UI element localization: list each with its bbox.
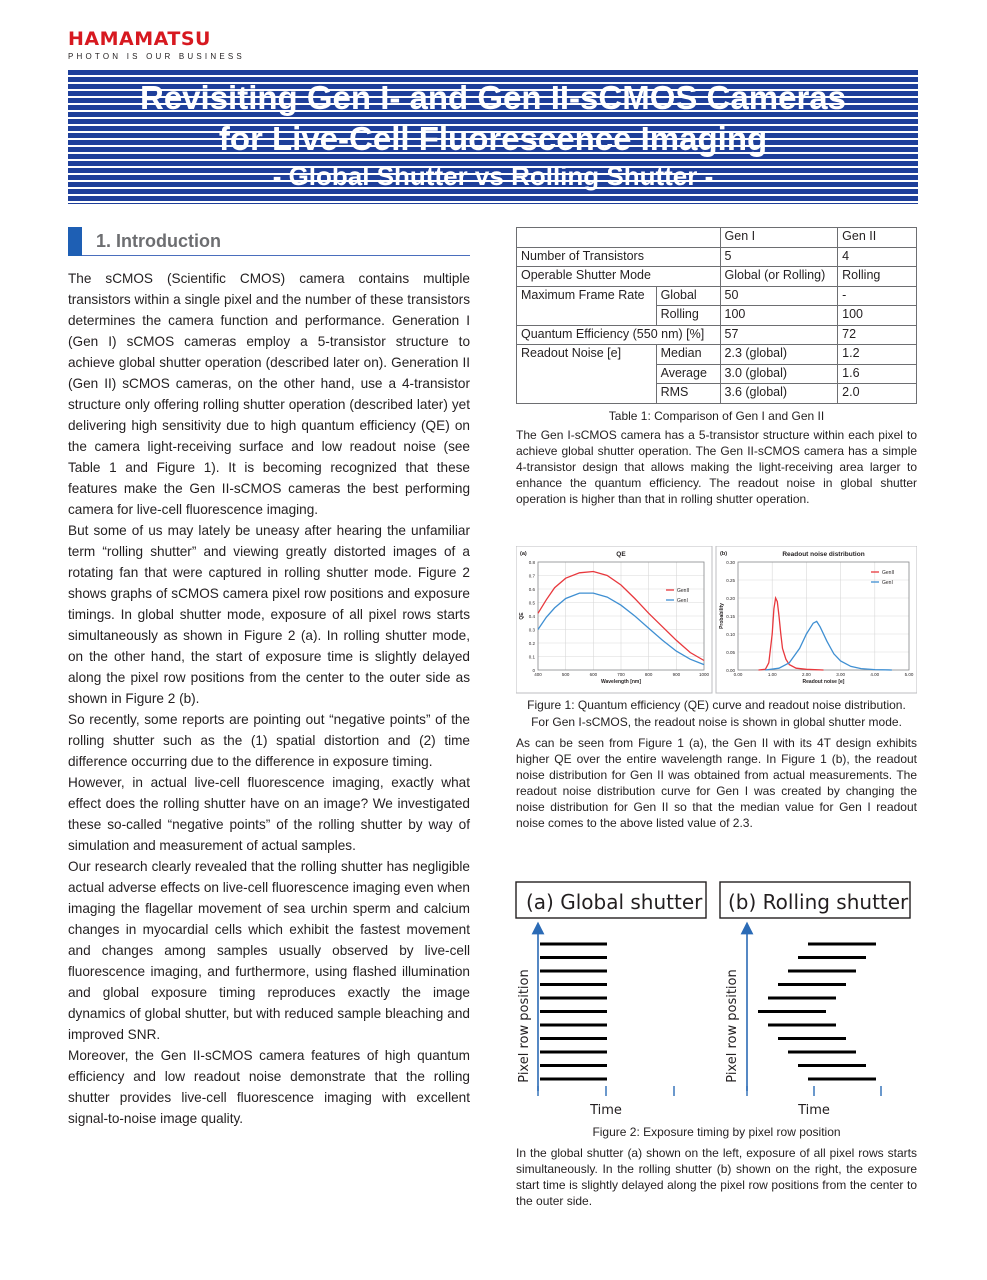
x-tick-label: 400 — [534, 672, 542, 677]
table-cell: 5 — [720, 247, 838, 267]
panel-a-x-label: Time — [590, 1103, 622, 1118]
y-tick-label: 0.15 — [726, 613, 735, 619]
x-tick-label: 600 — [589, 672, 598, 677]
figure-2-description: In the global shutter (a) shown on the left, exposure of all pixel rows starts simultaneously. In the rolling shutter (b) shown on the right, the exposure start time is slightly delayed along the pixel row positions from the center to the outer side. — [516, 1146, 917, 1208]
x-tick-label: 1.00 — [767, 672, 777, 677]
table-cell — [517, 228, 721, 248]
table-cell: 100 — [720, 306, 838, 326]
table-caption: Table 1: Comparison of Gen I and Gen II — [608, 409, 825, 423]
legend-label: GenII — [677, 588, 690, 594]
intro-paragraph: Our research clearly revealed that the rolling shutter has negligible actual adverse effects on live-cell fluorescence imaging even when imaging the flagellar movement of sea urchin sperm and calcium changes in myocardial cells which exhibit the fastest movement and changes among samples usually observed by live-cell fluorescence imaging, and furthermore, using flashed illumination and global exposure timing reproduces exactly the image dynamics of global shutter, but with reduced sample bleaching and improved SNR. — [68, 859, 470, 1042]
table-row — [517, 345, 917, 365]
x-tick-label: 700 — [617, 672, 625, 677]
x-tick-label: 2.00 — [802, 672, 811, 677]
panel-b-title: (b) Rolling shutter — [728, 890, 909, 914]
y-tick-label: 0.1 — [528, 654, 535, 660]
subtitle: - Global Shutter vs Rolling Shutter - — [272, 161, 714, 191]
table-cell: Number of Transistors — [517, 247, 721, 267]
x-tick-label: 800 — [644, 672, 653, 677]
table-row — [517, 267, 917, 287]
y-tick-label: 0.05 — [726, 649, 735, 655]
section-heading — [68, 227, 470, 256]
y-tick-label: 0.20 — [726, 595, 735, 601]
figure-1 — [516, 546, 917, 694]
panel-b-y-label: Pixel row position — [725, 969, 740, 1083]
intro-paragraph: So recently, some reports are pointing out “negative points” of the rolling shutter such as the (1) spatial distortion and (2) time difference occurring due to the difference in exposure timing. — [68, 712, 470, 769]
table-row — [517, 247, 917, 267]
x-tick-label: 500 — [561, 672, 570, 677]
table-cell: 1.6 — [838, 364, 917, 384]
intro-paragraph: But some of us may lately be uneasy after hearing the unfamiliar term “rolling shutter” and viewing greatly distorted images of a rotating fan that were captured in rolling shutter mode. Figure 2 shows graphs of sCMOS camera pixel row positions and exposure timings. In global shutter mode, exposure of all pixel rows starts simultaneously as shown in Figure 2 (a). In rolling shutter mode, on the other hand, the start of exposure time is slightly delayed along the pixel row positions from the center to the outer side as shown in Figure 2 (b). — [68, 523, 470, 706]
y-tick-label: 0.7 — [528, 573, 535, 579]
table-cell: Average — [656, 364, 720, 384]
table-cell: Readout Noise [e] — [517, 345, 657, 404]
figure-2-diagram — [512, 876, 920, 1121]
section-bar — [68, 227, 82, 256]
figure-1-description: As can be seen from Figure 1 (a), the Gen II with its 4T design exhibits higher QE over the entire wavelength range. In Figure 1 (b), the readout noise distribution for Gen II was obtained from actual measurements. The readout noise distribution curve for Gen I was created by changing the noise distribution for Gen II so that the median value for Gen I readout noise comes to the above listed value of 2.3. — [516, 736, 917, 830]
table-cell: 2.3 (global) — [720, 345, 838, 365]
x-tick-label: 3.00 — [836, 672, 845, 677]
figure-1-caption — [516, 697, 917, 731]
table-cell: Quantum Efficiency (550 nm) [%] — [517, 325, 721, 345]
section-title: 1. Introduction — [96, 231, 221, 251]
figure-2-caption: Figure 2: Exposure timing by pixel row position — [592, 1125, 841, 1139]
x-axis-label: Readout noise [e] — [802, 679, 845, 685]
y-axis-label: Probability — [719, 603, 725, 629]
title-line-2: for Live-Cell Fluorescence Imaging — [218, 120, 768, 157]
legend-label: GenII — [882, 570, 895, 576]
table-cell: 3.6 (global) — [720, 384, 838, 404]
qe-chart-panel-b — [716, 546, 917, 693]
intro-paragraph: The sCMOS (Scientific CMOS) camera contains multiple transistors within a single pixel and the number of these transistors determines the camera function and performance. Generation I (Gen I) sCMOS cameras employ a 5-transistor structure to achieve global shutter operation (described later on). Generation II (Gen II) sCMOS cameras, on the other hand, use a 4-transistor structure only offering rolling shutter operation (described later) yet delivering high sensitivity due to high quantum efficiency (QE) on the camera light-receiving surface and low readout noise (see Table 1 and Figure 1). It is becoming recognized that these features make the Gen II-sCMOS cameras the best performing camera for live-cell fluorescence imaging. — [68, 271, 470, 517]
table-header-gen1: Gen I — [720, 228, 838, 248]
qe-chart-panel-a — [516, 546, 712, 693]
table-cell: 3.0 (global) — [720, 364, 838, 384]
x-tick-label: 0.00 — [733, 672, 743, 677]
intro-body — [68, 268, 470, 1129]
y-tick-label: 0 — [532, 667, 535, 673]
table-cell: 100 — [838, 306, 917, 326]
table-cell: - — [838, 286, 917, 306]
title-banner — [68, 70, 918, 204]
table-cell: Global (or Rolling) — [720, 267, 838, 287]
y-tick-label: 0.30 — [726, 559, 735, 565]
y-tick-label: 0.4 — [528, 613, 535, 619]
intro-paragraph: However, in actual live-cell fluorescence imaging, exactly what effect does the rolling shutter have on an image? We investigated these so-called “negative points” of the rolling shutter by way of simulation and measurement of actual samples. — [68, 775, 470, 853]
table-cell: Rolling — [838, 267, 917, 287]
table-row — [517, 286, 917, 306]
y-axis-label: QE — [519, 612, 525, 620]
table-cell: Global — [656, 286, 720, 306]
table-cell: Median — [656, 345, 720, 365]
panel-a-y-label: Pixel row position — [517, 969, 532, 1083]
table-cell: 72 — [838, 325, 917, 345]
legend-label: GenI — [677, 598, 688, 604]
x-tick-label: 900 — [672, 672, 681, 677]
figure-2 — [512, 876, 920, 1121]
y-tick-label: 0.3 — [528, 627, 535, 633]
brand-name: HAMAMATSU — [68, 28, 211, 50]
y-tick-label: 0.5 — [528, 600, 535, 606]
title-line-1: Revisiting Gen I- and Gen II-sCMOS Cameras — [139, 79, 846, 116]
table-cell: 4 — [838, 247, 917, 267]
x-tick-label: 4.00 — [870, 672, 880, 677]
y-tick-label: 0.10 — [726, 631, 735, 637]
x-axis-label: Wavelength [nm] — [600, 679, 642, 685]
figure-1-charts — [516, 546, 917, 694]
chart-panel-label: (a) — [520, 551, 527, 557]
intro-paragraph: Moreover, the Gen II-sCMOS camera features of high quantum efficiency and low readout noise demonstrate that the rolling shutter provides live-cell fluorescence imaging with excellent signal-to-noise image quality. — [68, 1048, 470, 1126]
table-header-row — [517, 228, 917, 248]
table-cell: Maximum Frame Rate — [517, 286, 657, 325]
table-cell: 50 — [720, 286, 838, 306]
comparison-table — [516, 227, 917, 404]
chart-frame — [716, 546, 917, 693]
table-cell: 2.0 — [838, 384, 917, 404]
chart-title: QE — [616, 551, 626, 558]
table-row — [517, 325, 917, 345]
x-tick-label: 5.00 — [904, 672, 914, 677]
table-cell: RMS — [656, 384, 720, 404]
figure-1-caption-line: For Gen I-sCMOS, the readout noise is shown in global shutter mode. — [531, 715, 902, 729]
figure-1-caption-line: Figure 1: Quantum efficiency (QE) curve and readout noise distribution. — [527, 698, 906, 712]
global-shutter-rows — [540, 944, 607, 1079]
chart-panel-label: (b) — [720, 551, 728, 557]
y-tick-label: 0.8 — [528, 559, 535, 565]
brand-tagline: PHOTON IS OUR BUSINESS — [68, 52, 245, 61]
rolling-shutter-rows — [758, 944, 876, 1079]
chart-title: Readout noise distribution — [782, 551, 865, 558]
table-cell: 57 — [720, 325, 838, 345]
hamamatsu-logo — [68, 28, 245, 61]
y-tick-label: 0.25 — [726, 577, 735, 583]
table-cell: Rolling — [656, 306, 720, 326]
x-tick-label: 1000 — [698, 672, 710, 677]
panel-b-x-label: Time — [798, 1103, 830, 1118]
legend-label: GenI — [882, 580, 893, 586]
y-tick-label: 0.00 — [726, 667, 735, 673]
table-header-gen2: Gen II — [838, 228, 917, 248]
table-cell: Operable Shutter Mode — [517, 267, 721, 287]
y-tick-label: 0.2 — [528, 640, 535, 646]
table-description: The Gen I-sCMOS camera has a 5-transistor structure within each pixel to achieve global shutter operation. The Gen II-sCMOS camera has a simple 4-transistor design that allows making the light-receiving area larger to enhance the quantum efficiency. The readout noise in global shutter operation is higher than that in rolling shutter operation. — [516, 428, 917, 506]
y-tick-label: 0.6 — [528, 586, 535, 592]
panel-a-title: (a) Global shutter — [526, 890, 703, 914]
table-cell: 1.2 — [838, 345, 917, 365]
